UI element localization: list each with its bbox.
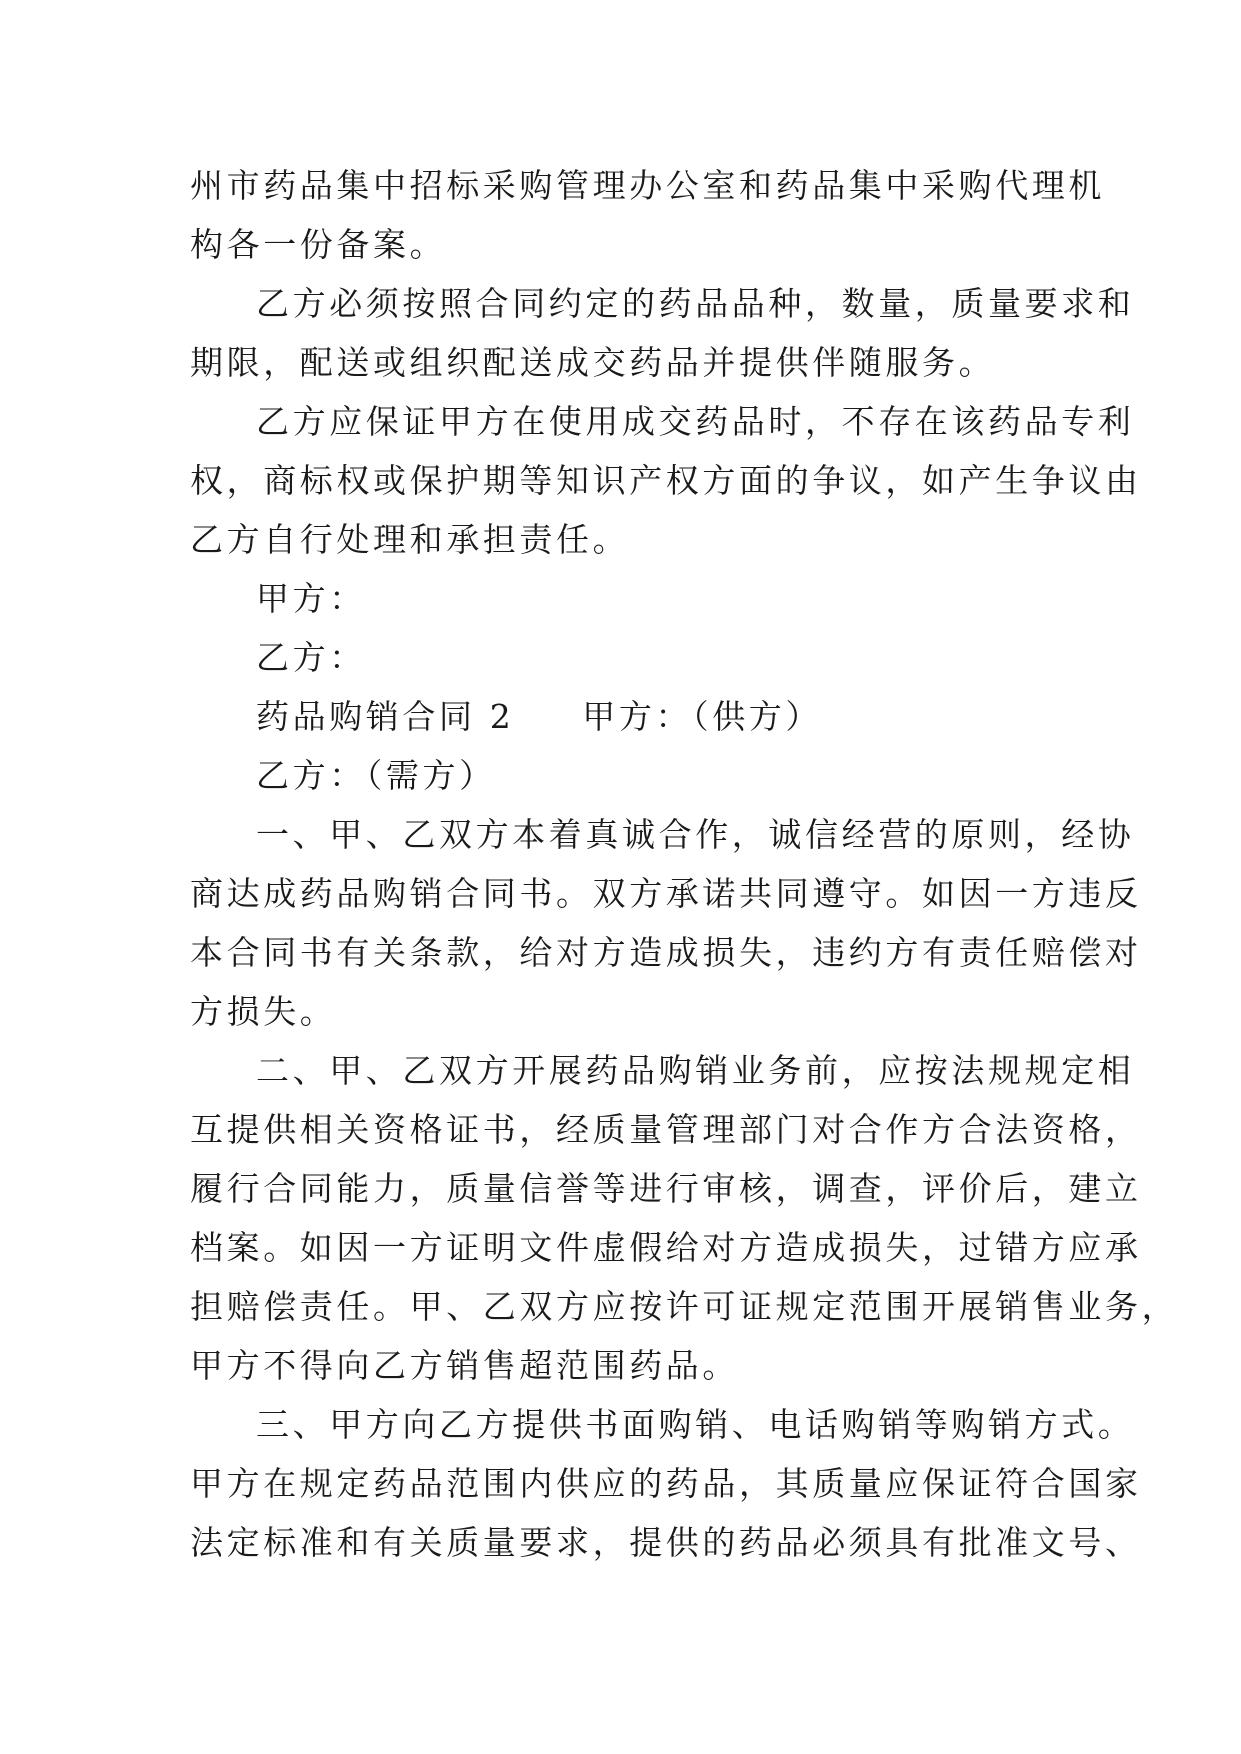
text-line: 乙方应保证甲方在使用成交药品时，不存在该药品专利 bbox=[256, 402, 1135, 441]
text-line bbox=[190, 691, 1070, 750]
text-line: 三、甲方向乙方提供书面购销、电话购销等购销方式。 bbox=[256, 1405, 1135, 1444]
supplier-party-label: 甲方：（供方） bbox=[582, 697, 822, 736]
text-line: 构各一份备案。 bbox=[190, 225, 447, 264]
text-line: 乙方自行处理和承担责任。 bbox=[190, 520, 630, 559]
paragraph bbox=[190, 1399, 1142, 1576]
text-line: 担赔偿责任。甲、乙双方应按许可证规定范围开展销售业务， bbox=[190, 1287, 1179, 1326]
buyer-party-line bbox=[190, 750, 1070, 809]
text-line: 方损失。 bbox=[190, 992, 337, 1031]
text-line: 商达成药品购销合同书。双方承诺共同遵守。如因一方违反 bbox=[190, 874, 1142, 913]
contract-title: 药品购销合同 2 bbox=[256, 697, 515, 736]
text-line: 一、甲、乙双方本着真诚合作，诚信经营的原则，经协 bbox=[256, 815, 1135, 854]
paragraph bbox=[190, 160, 1105, 278]
paragraph bbox=[190, 809, 1142, 1045]
text-line: 乙方必须按照合同约定的药品品种，数量，质量要求和 bbox=[256, 284, 1135, 323]
party-b-signature-line bbox=[190, 632, 1070, 691]
text-line: 权，商标权或保护期等知识产权方面的争议，如产生争议由 bbox=[190, 461, 1142, 500]
party-a-signature-line bbox=[190, 573, 1070, 632]
paragraph bbox=[190, 1045, 1179, 1399]
text-line: 甲方在规定药品范围内供应的药品，其质量应保证符合国家 bbox=[190, 1464, 1142, 1503]
text-line: 甲方不得向乙方销售超范围药品。 bbox=[190, 1346, 739, 1385]
paragraph bbox=[190, 278, 1135, 396]
text-line: 本合同书有关条款，给对方造成损失，违约方有责任赔偿对 bbox=[190, 933, 1142, 972]
document-body bbox=[190, 160, 1179, 1576]
paragraph bbox=[190, 396, 1142, 573]
text-line: 档案。如因一方证明文件虚假给对方造成损失，过错方应承 bbox=[190, 1228, 1142, 1267]
text-line: 乙方：（需方） bbox=[256, 756, 496, 795]
text-line: 乙方： bbox=[256, 638, 366, 677]
text-line: 法定标准和有关质量要求，提供的药品必须具有批准文号、 bbox=[190, 1523, 1142, 1562]
text-line: 甲方： bbox=[256, 579, 366, 618]
text-line: 州市药品集中招标采购管理办公室和药品集中采购代理机 bbox=[190, 166, 1105, 205]
text-line: 期限，配送或组织配送成交药品并提供伴随服务。 bbox=[190, 343, 996, 382]
contract-title-line bbox=[190, 691, 1070, 750]
text-line: 履行合同能力，质量信誉等进行审核，调查，评价后，建立 bbox=[190, 1169, 1142, 1208]
text-line: 互提供相关资格证书，经质量管理部门对合作方合法资格， bbox=[190, 1110, 1142, 1149]
text-line: 二、甲、乙双方开展药品购销业务前，应按法规规定相 bbox=[256, 1051, 1135, 1090]
